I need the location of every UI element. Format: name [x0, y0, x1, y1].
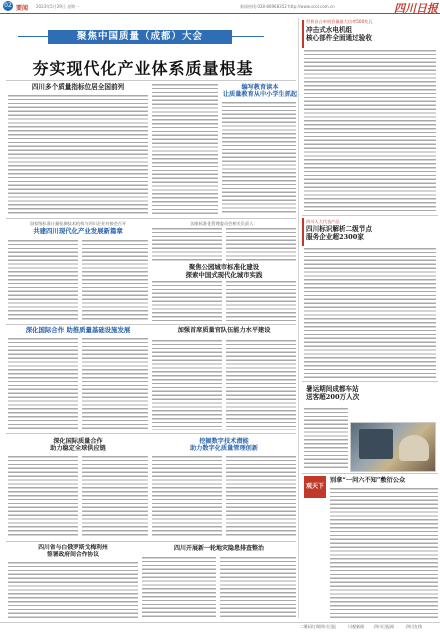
divider — [6, 218, 296, 219]
headline-a4: 聚焦公园城市标准化建设 探索中国式现代化城市实践 — [185, 263, 263, 279]
main-headline: 夯实现代化产业体系质量根基 — [32, 59, 254, 78]
article-body — [8, 562, 138, 618]
article-body — [304, 248, 436, 378]
divider — [302, 473, 438, 474]
issue-date: 2023年5月29日 星期一 — [36, 4, 80, 9]
divider — [6, 80, 296, 81]
headline-a8: 四川省与白俄罗斯戈梅利州 签署政府间合作协议 — [38, 545, 108, 558]
divider — [6, 433, 296, 434]
article-body — [304, 50, 436, 212]
article-body — [304, 408, 348, 470]
headline-a2: 编写教育读本 让质量教育从中小学生抓起 — [222, 84, 298, 99]
article-body — [226, 228, 296, 262]
article-body — [82, 240, 148, 320]
newsroom-contact: 新闻热线:028-86968352 http://www.scol.com.cn — [240, 4, 335, 9]
divider — [302, 381, 438, 382]
article-body — [152, 84, 218, 215]
headline-a7: 挖掘数字技术潜能 助力数字化质量管理创新 — [189, 438, 259, 453]
accent-bar — [302, 218, 304, 246]
headline-r2: 四川标识解析二级节点 服务企业超2300家 — [306, 225, 372, 241]
headline-a9: 四川开展新一轮地灾隐患排查整治 — [173, 545, 264, 552]
kicker-a4: 国家标准化管理委员会相关负责人： — [190, 221, 258, 226]
headline-a1: 四川多个质量指标位居全国前列 — [31, 83, 125, 91]
article-body — [222, 102, 296, 215]
topic-banner: 聚焦中国质量（成都）大会 — [48, 30, 232, 44]
footer-ad-4: 四川在线 — [406, 624, 422, 629]
divider — [6, 324, 296, 325]
commentary-logo: 观天下 — [304, 476, 326, 498]
page-header — [0, 0, 440, 14]
kicker-r1: 世界首台单机容量最大功率500兆瓦 — [306, 19, 373, 24]
article-body — [226, 340, 296, 430]
article-body — [142, 557, 216, 618]
page-number: 02 — [4, 2, 12, 9]
headline-a6: 加强首席质量官队伍能力水平建设 — [177, 327, 271, 334]
article-body — [82, 456, 148, 538]
photo-figure — [399, 435, 429, 461]
column-divider — [298, 18, 299, 618]
banner-decoration-right — [232, 36, 264, 37]
article-body — [226, 456, 296, 538]
article-body — [82, 338, 148, 430]
article-body — [220, 557, 296, 618]
article-body — [152, 228, 222, 262]
banner-decoration-left — [18, 36, 48, 37]
footer-ad-2: 川观新闻 — [348, 624, 364, 629]
headline-a6b: 深化国际质量合作 助力稳定全球供应链 — [50, 438, 106, 453]
article-body — [152, 340, 222, 430]
photo-figure — [359, 429, 393, 459]
headline-r4: 别拿“一问六不知”敷衍公众 — [330, 477, 406, 484]
news-photo — [350, 422, 436, 472]
article-body — [152, 281, 222, 321]
headline-a5: 深化国际合作 助推质量基础设施发展 — [25, 326, 131, 334]
headline-a3: 共建四川现代化产业发展新篇章 — [33, 227, 123, 235]
footer-strip — [0, 622, 440, 636]
footer-ad-3: 四川日报网 — [374, 624, 394, 629]
article-body — [8, 95, 148, 215]
article-body — [330, 488, 438, 618]
article-body — [8, 240, 78, 320]
footer-ad-1: 二维码订阅四川日报 — [300, 624, 336, 629]
article-body — [8, 338, 78, 430]
section-name: 要闻 — [16, 5, 29, 12]
article-body — [8, 456, 78, 538]
divider — [6, 541, 296, 542]
kicker-a3: 国家级标准计量检测技术机构与四川企业对接会召开 — [29, 221, 127, 226]
divider — [302, 215, 438, 216]
headline-r1: 冲击式水电机组 核心部件全面通过验收 — [306, 26, 372, 42]
article-body — [152, 456, 222, 538]
accent-bar — [302, 20, 304, 48]
kicker-r2: 四川人大代表产品 — [306, 219, 340, 224]
article-body — [226, 281, 296, 321]
newspaper-logo: 四川日报 — [394, 2, 438, 15]
headline-r3: 暑运期间成都车站 送客超200万人次 — [306, 385, 360, 401]
